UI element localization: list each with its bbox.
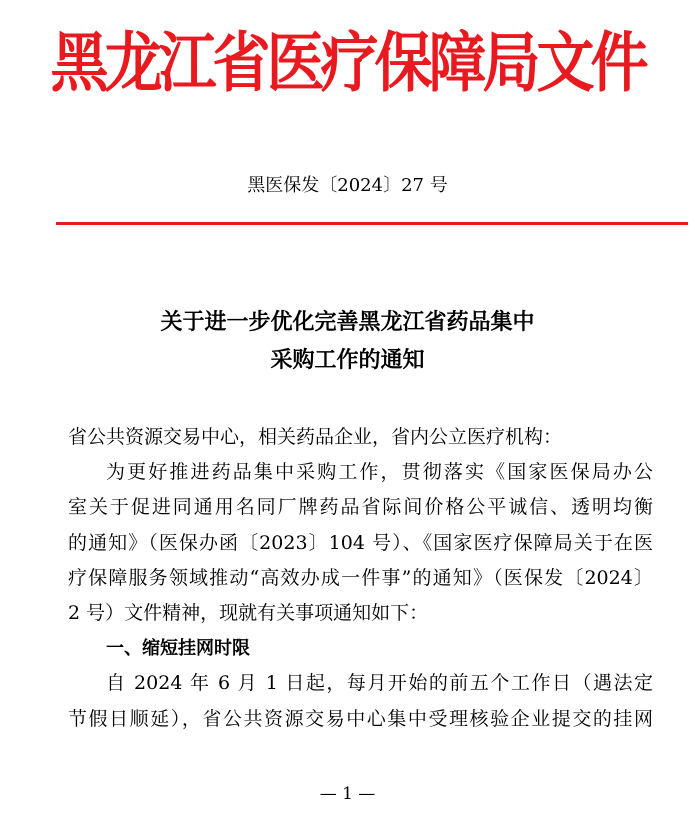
red-separator-rule — [56, 222, 688, 225]
salutation: 省公共资源交易中心，相关药品企业，省内公立医疗机构： — [68, 426, 563, 448]
notice-title-line-1: 关于进一步优化完善黑龙江省药品集中 — [160, 309, 535, 335]
notice-title — [0, 303, 695, 379]
body-line: 为更好推进药品集中采购工作，贯彻落实《国家医保局办公 — [106, 461, 653, 484]
document-body — [68, 420, 653, 737]
body-line: 疗保障服务领域推动“高效办成一件事”的通知》（医保发〔2024〕 — [68, 566, 653, 589]
masthead-title: 黑龙江省医疗保障局文件 — [50, 24, 645, 101]
document-number: 黑医保发〔2024〕27 号 — [247, 175, 448, 196]
page-number: — 1 — — [319, 784, 376, 804]
section-heading: 一、缩短挂网时限 — [106, 638, 250, 660]
body-line: 室关于促进同通用名同厂牌药品省际间价格公平诚信、透明均衡 — [68, 496, 653, 519]
body-line: 节假日顺延），省公共资源交易中心集中受理核验企业提交的挂网 — [68, 707, 653, 730]
body-line: 2 号）文件精神，现就有关事项通知如下： — [68, 601, 429, 624]
body-line: 的通知》（医保办函〔2023〕104 号）、《国家医疗保障局关于在医 — [68, 531, 653, 554]
notice-title-line-2: 采购工作的通知 — [270, 347, 425, 373]
body-line: 自 2024 年 6 月 1 日起，每月开始的前五个工作日（遇法定 — [106, 672, 653, 695]
